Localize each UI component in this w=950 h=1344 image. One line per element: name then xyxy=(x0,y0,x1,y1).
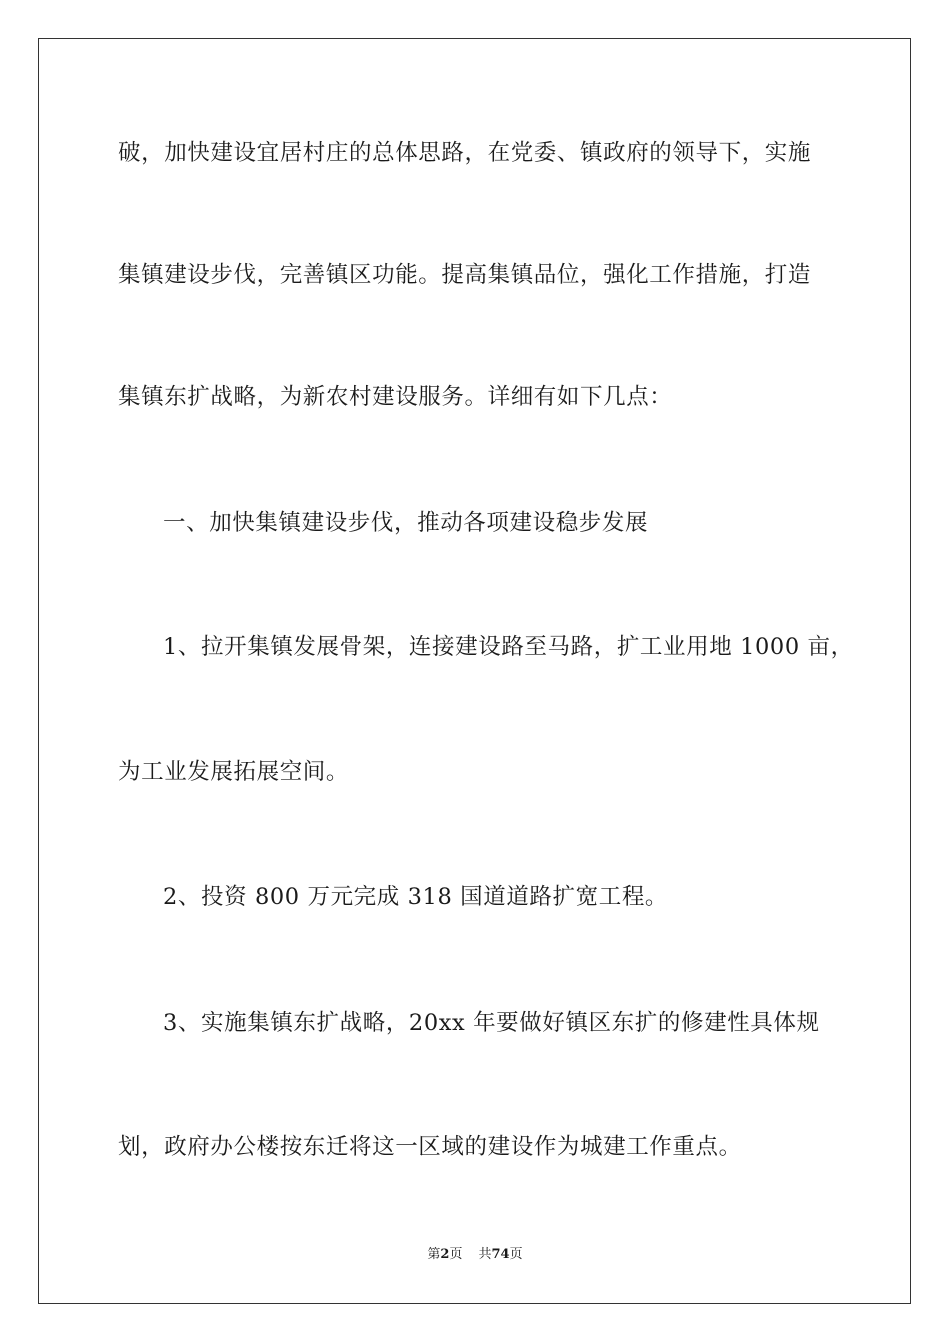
text-line-1: 破，加快建设宜居村庄的总体思路，在党委、镇政府的领导下，实施 xyxy=(118,140,812,166)
list-item-3-line-2: 划，政府办公楼按东迁将这一区域的建设作为城建工作重点。 xyxy=(118,1134,742,1160)
footer-total-pages: 74 xyxy=(491,1247,510,1262)
footer-page-number: 2 xyxy=(440,1247,450,1262)
page-border xyxy=(38,38,911,1304)
list-item-3-line-1: 3、实施集镇东扩战略，20xx 年要做好镇区东扩的修建性具体规 xyxy=(163,1010,820,1036)
text-line-2: 集镇建设步伐，完善镇区功能。提高集镇品位，强化工作措施，打造 xyxy=(118,262,812,288)
footer-total-suffix: 页 xyxy=(509,1247,523,1262)
footer-page-suffix: 页 xyxy=(449,1247,463,1262)
list-item-2: 2、投资 800 万元完成 318 国道道路扩宽工程。 xyxy=(163,884,669,910)
list-item-1-line-2: 为工业发展拓展空间。 xyxy=(118,759,350,785)
list-item-1-line-1: 1、拉开集镇发展骨架，连接建设路至马路，扩工业用地 1000 亩， xyxy=(163,634,854,660)
page-footer xyxy=(0,1246,950,1264)
text-line-3: 集镇东扩战略，为新农村建设服务。详细有如下几点： xyxy=(118,384,673,410)
footer-page-prefix: 第 xyxy=(427,1247,441,1262)
section-heading: 一、加快集镇建设步伐，推动各项建设稳步发展 xyxy=(163,510,649,536)
footer-total-prefix: 共 xyxy=(478,1247,492,1262)
